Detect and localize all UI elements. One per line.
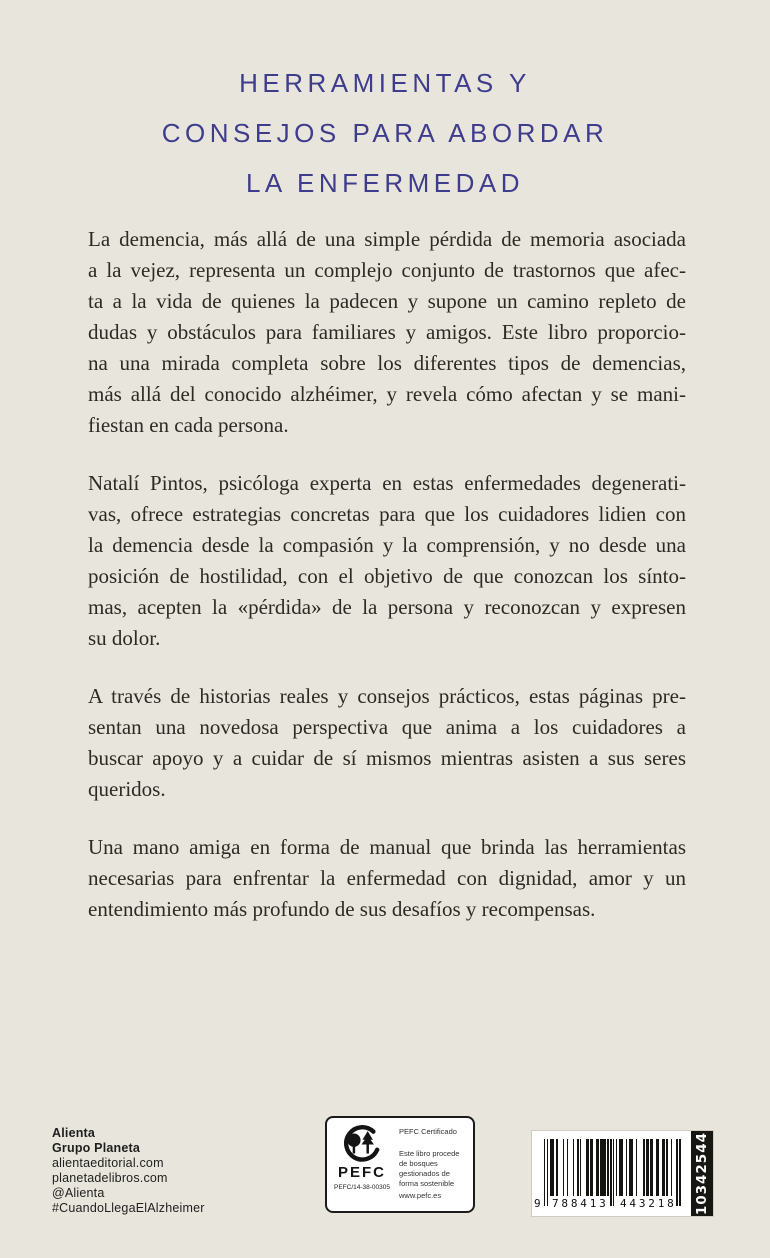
- paragraph: [88, 224, 686, 441]
- pefc-description: Este libro procede de bosques gestionados de forma sostenible: [399, 1149, 460, 1188]
- barcode: [532, 1131, 713, 1216]
- paragraph: [88, 681, 686, 805]
- barcode-side-strip: [691, 1131, 713, 1216]
- text-line: posición de hostilidad, con el objetivo de que conozcan los sínto-: [88, 564, 686, 588]
- text-line: Natalí Pintos, psicóloga experta en estas enfermedades degenerati-: [88, 471, 686, 495]
- publisher-block: [52, 1126, 205, 1216]
- tagline-line: CONSEJOS PARA ABORDAR: [161, 118, 609, 148]
- barcode-digit-group-right: 443218: [620, 1197, 677, 1210]
- publisher-line: Alienta: [52, 1126, 96, 1140]
- barcode-digit-lead: 9: [534, 1197, 541, 1210]
- barcode-bar: [679, 1139, 680, 1206]
- pefc-text-column: [397, 1118, 473, 1211]
- text-line: buscar apoyo y a cuidar de sí mismos mientras asisten a sus seres: [88, 746, 686, 770]
- text-line: A través de historias reales y consejos prácticos, estas páginas pre-: [88, 684, 686, 708]
- text-line: más allá del conocido alzhéimer, y revela cómo afectan y se mani-: [88, 382, 686, 406]
- product-code-vertical: 10342544: [694, 1131, 710, 1216]
- barcode-digit-group-left: 788413: [552, 1197, 609, 1210]
- paragraph: [88, 468, 686, 654]
- pefc-logo-column: [327, 1118, 397, 1211]
- text-line: necesarias para enfrentar la enfermedad con dignidad, amor y un: [88, 866, 686, 890]
- tagline: [0, 58, 770, 208]
- text-line: mas, acepten la «pérdida» de la persona y reconozcan y expresen: [88, 595, 686, 619]
- book-back-cover: [0, 58, 770, 1258]
- pefc-license-number: PEFC/14-38-00305: [333, 1184, 390, 1191]
- body-text: [88, 224, 686, 925]
- text-line: a la vejez, representa un complejo conjunto de trastornos que afec-: [88, 258, 686, 282]
- text-line: La demencia, más allá de una simple pérdida de memoria asociada: [88, 227, 686, 251]
- pefc-certified-text: PEFC Certificado: [399, 1127, 457, 1136]
- text-line: ta a la vida de quienes la padecen y supone un camino repleto de: [88, 289, 686, 313]
- text-line: queridos.: [88, 777, 166, 801]
- text-line: vas, ofrece estrategias concretas para que los cuidadores lidien con: [88, 502, 686, 526]
- paragraph: [88, 832, 686, 925]
- barcode-bars: [544, 1139, 681, 1206]
- text-line: na una mirada completa sobre los diferentes tipos de demencias,: [88, 351, 686, 375]
- publisher-line: @Alienta: [52, 1186, 105, 1200]
- text-line: entendimiento más profundo de sus desafíos y recompensas.: [88, 897, 596, 921]
- text-line: su dolor.: [88, 626, 161, 650]
- text-line: dudas y obstáculos para familiares y amigos. Este libro proporcio-: [88, 320, 686, 344]
- barcode-digits: [532, 1197, 691, 1213]
- text-line: Una mano amiga en forma de manual que brinda las herramientas: [88, 835, 686, 859]
- pefc-url: www.pefc.es: [399, 1191, 442, 1200]
- text-line: sentan una novedosa perspectiva que anima a los cuidadores a: [88, 715, 686, 739]
- text-line: la demencia desde la compasión y la comprensión, y no desde una: [88, 533, 686, 557]
- publisher-line: alientaeditorial.com: [52, 1156, 164, 1170]
- publisher-line: planetadelibros.com: [52, 1171, 168, 1185]
- tagline-line: HERRAMIENTAS Y: [239, 68, 531, 98]
- tagline-line: LA ENFERMEDAD: [245, 168, 525, 198]
- pefc-logo-label: PEFC: [337, 1164, 386, 1181]
- pefc-label: [325, 1116, 475, 1213]
- pefc-trees-icon: [339, 1125, 385, 1163]
- barcode-panel: [532, 1131, 691, 1216]
- publisher-line: Grupo Planeta: [52, 1141, 141, 1155]
- text-line: fiestan en cada persona.: [88, 413, 289, 437]
- publisher-line: #CuandoLlegaElAlzheimer: [52, 1201, 205, 1215]
